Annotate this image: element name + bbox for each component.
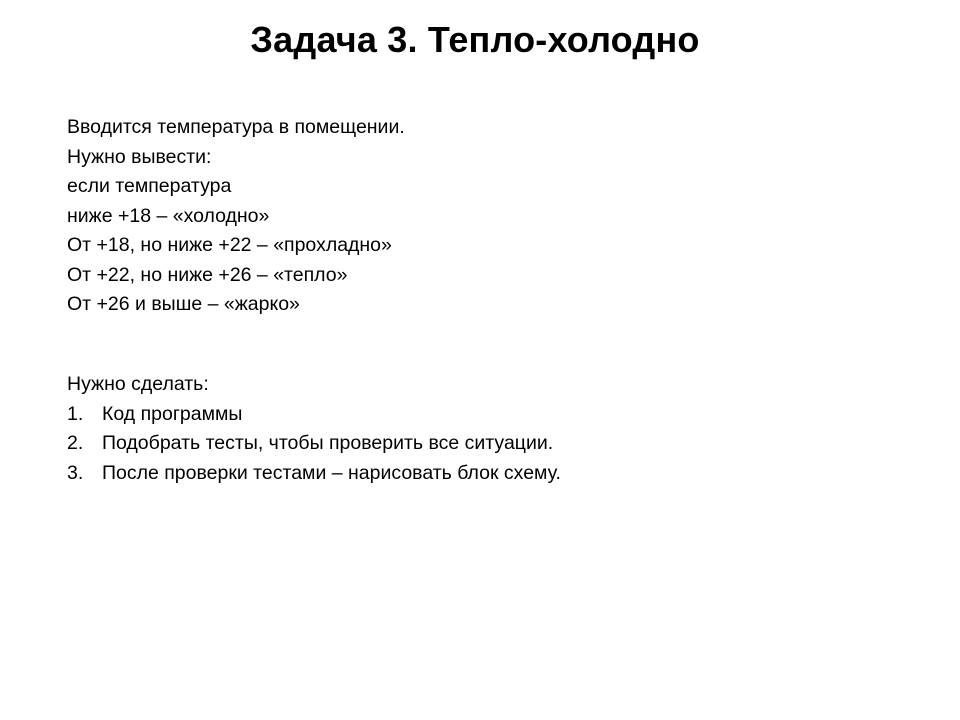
todo-list (67, 400, 887, 489)
todo-item (67, 429, 887, 459)
todo-item-text: Код программы (102, 402, 243, 425)
condition-cold: ниже +18 – «холодно» (67, 204, 270, 227)
todo-item-number: 1. (67, 402, 84, 425)
todo-item-text: После проверки тестами – нарисовать блок схему. (102, 461, 561, 484)
todo-section (67, 370, 887, 488)
todo-item-number: 3. (67, 461, 84, 484)
todo-heading: Нужно сделать: (67, 373, 209, 395)
description-line: Нужно вывести: (67, 145, 212, 168)
condition-hot: От +26 и выше – «жарко» (67, 293, 300, 315)
description-line: если температура (67, 175, 232, 197)
description-line: Вводится температура в помещении. (67, 116, 405, 138)
condition-cool: От +18, но ниже +22 – «прохладно» (67, 234, 392, 256)
task-description (67, 113, 887, 320)
condition-warm: От +22, но ниже +26 – «тепло» (67, 263, 348, 286)
todo-item-text: Подобрать тесты, чтобы проверить все ситуации. (102, 432, 554, 454)
todo-item-number: 2. (67, 432, 84, 454)
todo-item (67, 459, 887, 489)
todo-item (67, 400, 887, 430)
slide-title: Задача 3. Тепло-холодно (250, 19, 700, 60)
